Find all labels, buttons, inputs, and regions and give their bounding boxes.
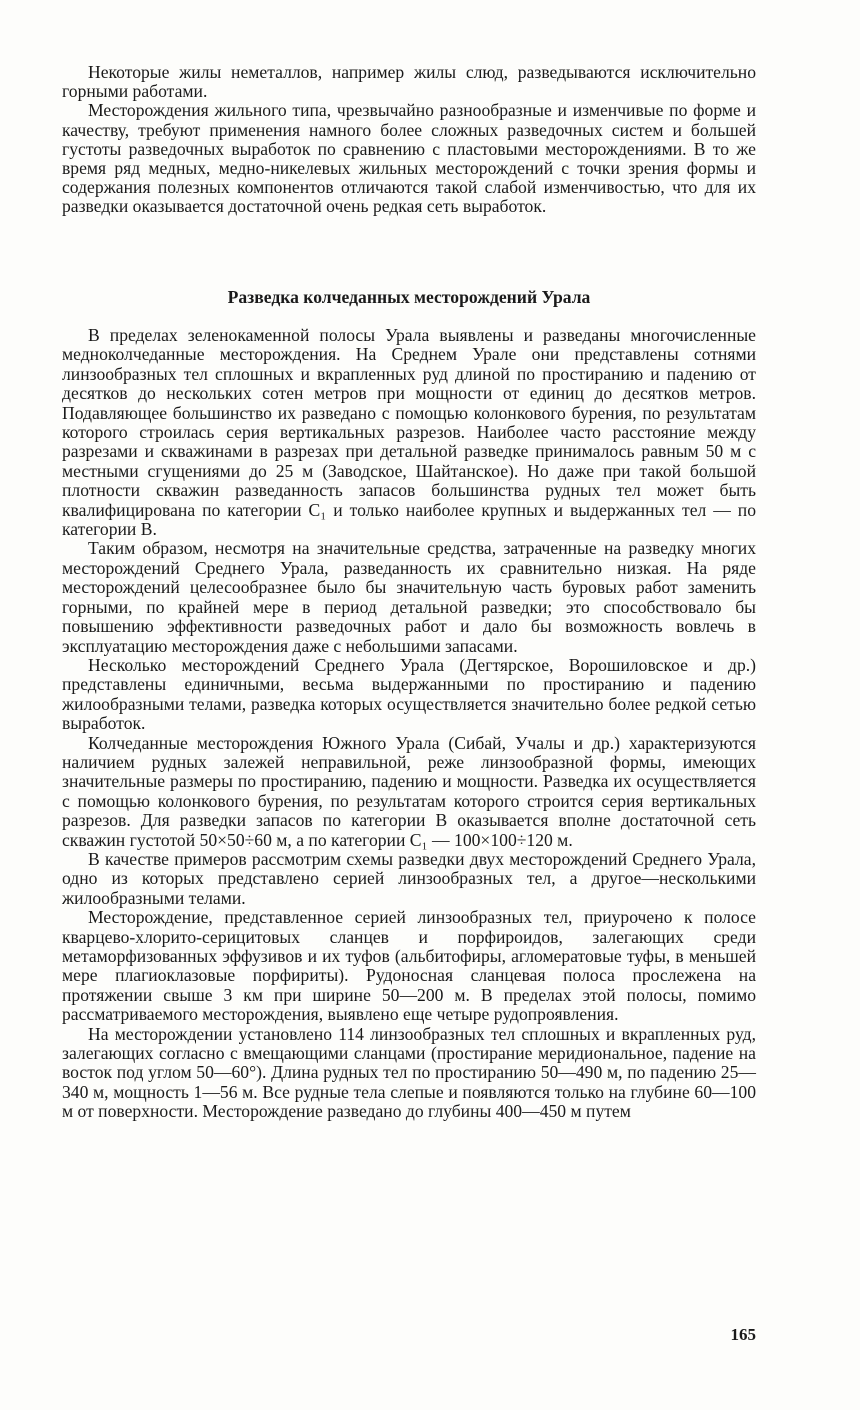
- section-heading: Разведка колчеданных месторождений Урала: [227, 287, 591, 307]
- paragraph: Некоторые жилы неметаллов, например жилы слюд, разведываются исключительно горными работами.: [62, 62, 756, 102]
- intro-text: [62, 63, 756, 217]
- section-body: [62, 326, 756, 1122]
- page-number: 165: [730, 1325, 756, 1344]
- paragraph: Месторождения жильного типа, чрезвычайно разнообразные и изменчивые по форме и качеству, требуют применения намного более сложных разведочных систем и большей густоты разведочных выработок по сравнению с пластовыми месторождениями. В то же время ряд медных, медно-никелевых жильных месторождений с точки зрения формы и содержания полезных компонентов отличаются такой слабой изменчивостью, что для их разведки оказывается достаточной очень редкая сеть выработок.: [62, 100, 756, 217]
- paragraph: Месторождение, представленное серией линзообразных тел, приурочено к полосе кварцево-хлорито-серицитовых сланцев и порфироидов, залегающих среди метаморфизованных эффузивов и их туфов (альбитофиры, агломератовые туфы, в меньшей мере плагиоклазовые порфириты). Рудоносная сланцевая полоса прослежена на протяжении свыше 3 км при ширине 50—200 м. В пределах этой полосы, помимо рассматриваемого месторождения, выявлено еще четыре рудопроявления.: [62, 907, 756, 1025]
- paragraph: В пределах зеленокаменной полосы Урала выявлены и разведаны многочисленные медноколчеданные месторождения. На Среднем Урале они представлены сотнями линзообразных тел сплошных и вкрапленных руд длиной по простиранию и падению от десятков до нескольких сотен метров при мощности от единиц до десятков метров. Подавляющее большинство их разведано с помощью колонкового бурения, по результатам которого строилась серия вертикальных разрезов. Наиболее часто расстояние между разрезами и скважинами в разрезах при детальной разведке принималось равным 50 м с местными сгущениями до 25 м (Заводское, Шайтанское). Но даже при такой большой плотности скважин разведанность запасов большинства рудных тел может быть квалифицирована по категории C₁ и только наиболее крупных и выдержанных тел — по категории B.: [62, 325, 756, 540]
- paragraph: На месторождении установлено 114 линзообразных тел сплошных и вкрапленных руд, залегающих согласно с вмещающими сланцами (простирание меридиональное, падение на восток под углом 50—60°). Длина рудных тел по простиранию 50—490 м, по падению 25—340 м, мощность 1—56 м. Все рудные тела слепые и появляются только на глубине 60—100 м от поверхности. Месторождение разведано до глубины 400—450 м путем: [62, 1023, 756, 1122]
- paragraph: Колчеданные месторождения Южного Урала (Сибай, Учалы и др.) характеризуются наличием рудных залежей неправильной, реже линзообразной формы, имеющих значительные размеры по простиранию, падению и мощности. Разведка их осуществляется с помощью колонкового бурения, по результатам которого строится серия вертикальных разрезов. Для разведки запасов по категории B оказывается вполне достаточной сеть скважин густотой 50×50÷60 м, а по категории C₁ — 100×100÷120 м.: [62, 732, 756, 850]
- paragraph: Таким образом, несмотря на значительные средства, затраченные на разведку многих месторождений Среднего Урала, разведанность их сравнительно низкая. На ряде месторождений целесообразнее было бы значительную часть буровых работ заменить горными, по крайней мере в период детальной разведки; это способствовало бы повышению эффективности разведочных работ и дало бы возможность вовлечь в эксплуатацию месторождения даже с небольшими запасами.: [62, 538, 756, 656]
- paragraph: Несколько месторождений Среднего Урала (Дегтярское, Ворошиловское и др.) представлены единичными, весьма выдержанными по простиранию и падению жилообразными телами, разведка которых осуществляется значительно более редкой сетью выработок.: [62, 654, 756, 734]
- paragraph: В качестве примеров рассмотрим схемы разведки двух месторождений Среднего Урала, одно из которых представлено серией линзообразных тел, а другое—несколькими жилообразными телами.: [62, 848, 756, 908]
